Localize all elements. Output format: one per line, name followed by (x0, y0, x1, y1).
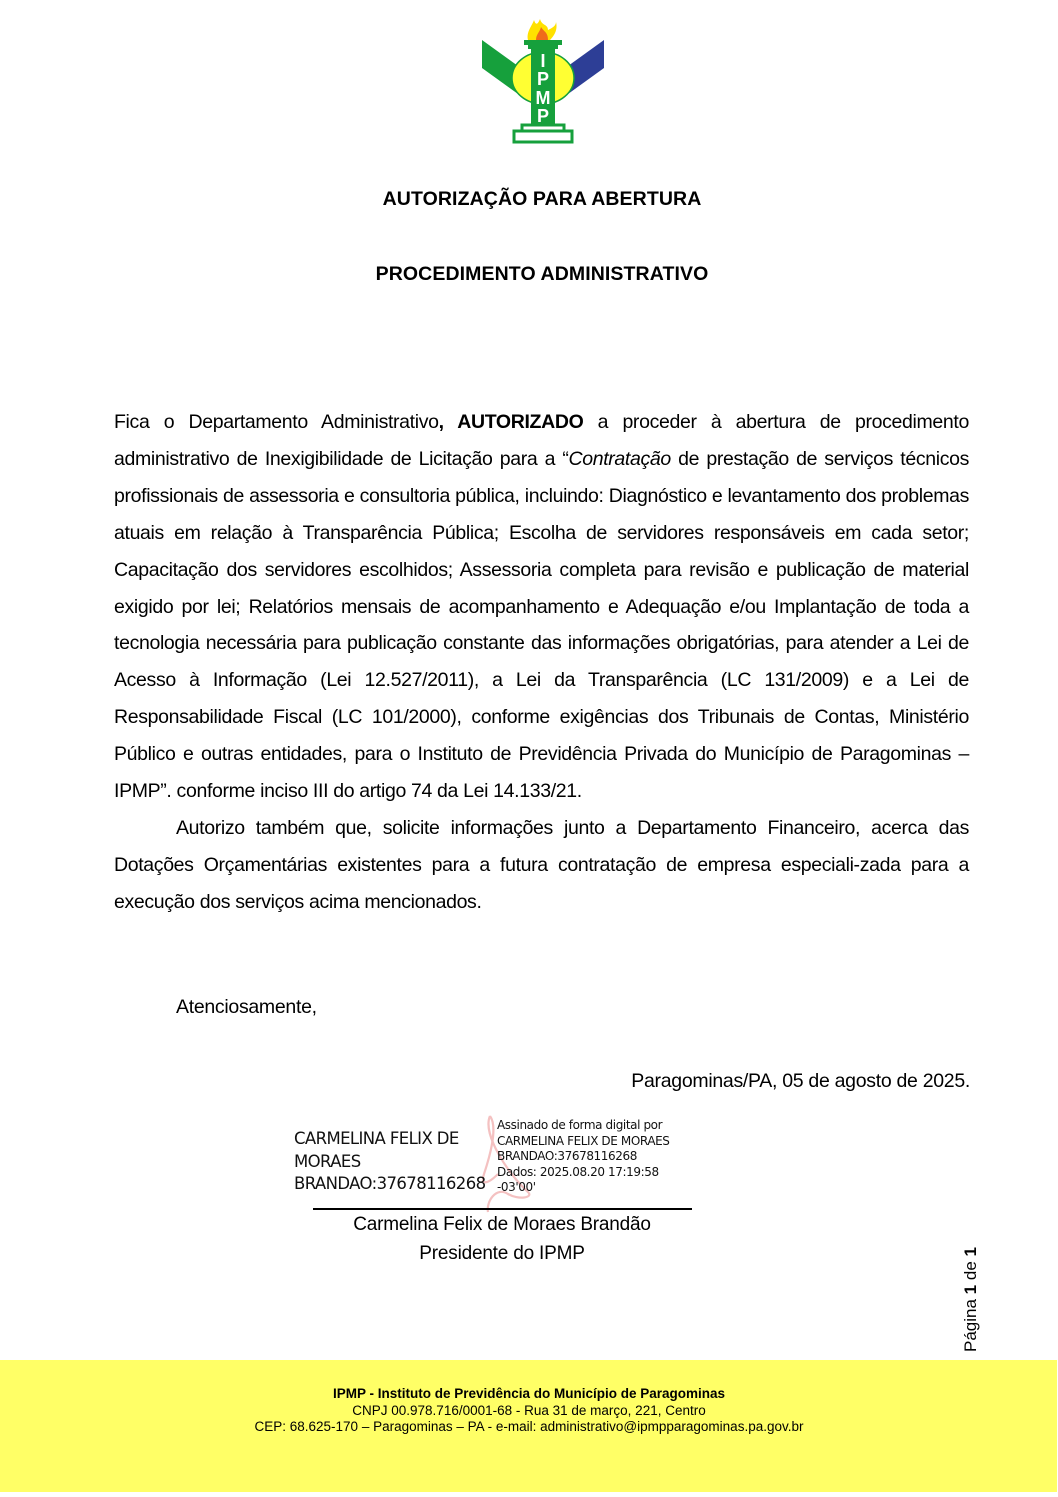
page-current: 1 (961, 1284, 980, 1295)
p1-rest: de prestação de serviços técnicos profissionais de assessoria e consultoria pública, incluindo: Diagnóstico e levantamento dos problemas atuais em relação à Transparência Pública; Escolha de servidores responsáveis em cada setor; Capacitação dos servidores escolhidos; Assessoria completa para revisão e publicação de material exigido por lei; Relatórios mensais de acompanhamento e Adequação e/ou Implantação de toda a tecnologia necessária para publicação constante das informações obrigatórias, para atender a Lei de Acesso à Informação (Lei 12.527/2011), a Lei da Transparência (LC 131/2009) e a Lei de Responsabilidade Fiscal (LC 101/2000), conforme exigências dos Tribunais de Contas, Ministério Público e outras entidades, para o Instituto de Previdência Privada do Município de Paragominas – IPMP”. conforme inciso III do artigo 74 da Lei 14.133/21. (114, 447, 969, 803)
signature-name-line: CARMELINA FELIX DE (294, 1129, 459, 1148)
footer-institution: IPMP - Instituto de Previdência do Município de Paragominas (332, 1386, 726, 1401)
logo-letter: I (540, 51, 546, 71)
body-paragraph-2: Autorizo também que, solicite informações junto a Departamento Financeiro, acerca das Dotações Orçamentárias existentes para a futura contratação de empresa especiali-zada para a execução dos serviços acima mencionados. (114, 816, 969, 913)
logo-letter: P (536, 106, 550, 126)
logo-letter: P (536, 69, 550, 89)
signature-detail-line: Dados: 2025.08.20 17:19:58 (497, 1164, 659, 1179)
footer-address: CNPJ 00.978.716/0001-68 - Rua 31 de março, 221, Centro (352, 1402, 706, 1418)
signature-detail-line: Assinado de forma digital por (497, 1118, 663, 1132)
document-subtitle: PROCEDIMENTO ADMINISTRATIVO (375, 263, 709, 285)
page-indicator-prefix: Página (961, 1294, 980, 1352)
closing: Atenciosamente, (176, 996, 317, 1018)
page-indicator (961, 1247, 981, 1352)
page-total: 1 (961, 1247, 980, 1257)
digital-signature-name (294, 1128, 486, 1196)
p1-italic: Contratação (568, 447, 671, 470)
signature-name-line: MORAES (294, 1151, 361, 1171)
logo-letter: M (535, 88, 551, 108)
body-paragraph-1 (114, 404, 969, 810)
document-body (114, 404, 969, 921)
signature-detail-line: -03'00' (497, 1180, 536, 1194)
date-line: Paragominas/PA, 05 de agosto de 2025. (631, 1070, 970, 1092)
signer-name: Carmelina Felix de Moraes Brandão (353, 1214, 651, 1235)
footer (0, 1360, 1057, 1492)
p1-intro: Fica o Departamento Administrativo (114, 411, 439, 433)
p1-authorized: , AUTORIZADO (438, 411, 584, 433)
digital-signature-details (497, 1118, 670, 1196)
footer-text (0, 1386, 1058, 1436)
document-title: AUTORIZAÇÃO PARA ABERTURA (382, 188, 702, 210)
ipmp-logo (478, 18, 608, 146)
signature-line (313, 1208, 692, 1210)
p1-mid: a proceder à abertura de procedimento administrativo de Inexigibilidade de Licitação para a “ (114, 411, 969, 470)
signature-detail-line: BRANDAO:37678116268 (497, 1149, 637, 1163)
signature-name-line: BRANDAO:37678116268 (294, 1174, 486, 1193)
page-indicator-separator: de (961, 1256, 980, 1285)
signer-role: Presidente do IPMP (419, 1243, 585, 1264)
signature-detail-line: CARMELINA FELIX DE MORAES (497, 1133, 670, 1148)
footer-contact: CEP: 68.625-170 – Paragominas – PA - e-mail: administrativo@ipmpparagominas.pa.gov.br (254, 1419, 804, 1434)
